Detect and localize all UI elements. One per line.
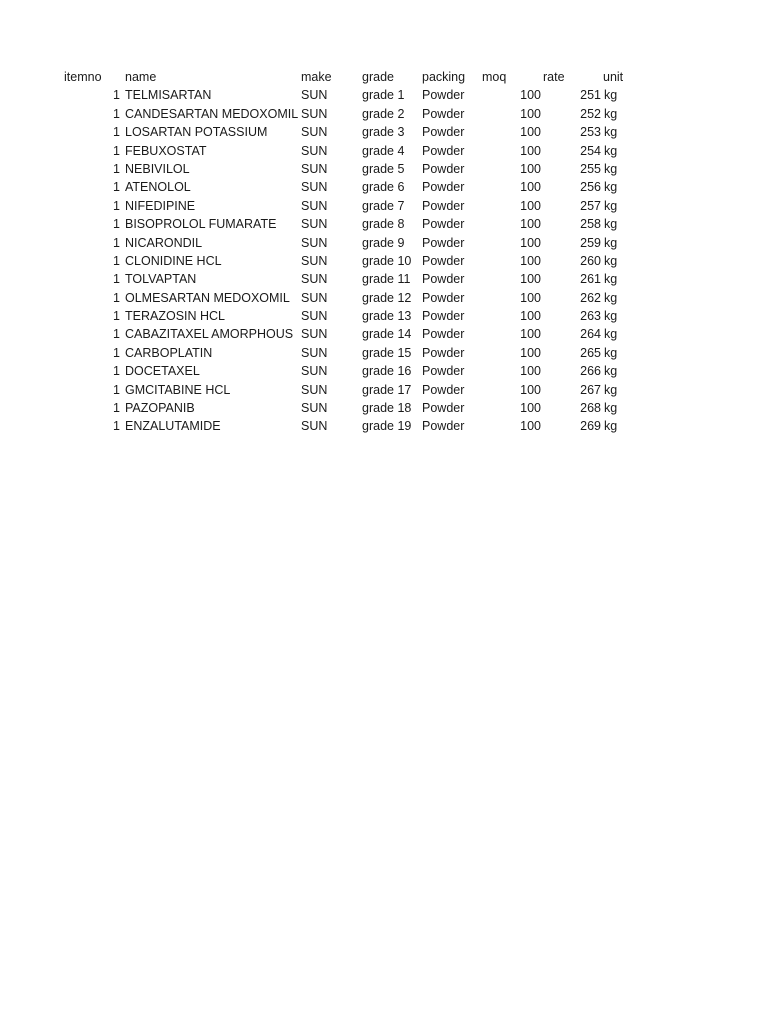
cell-packing: Powder <box>422 401 465 416</box>
cell-grade: grade 11 <box>362 272 411 287</box>
cell-moq: 100 <box>520 253 541 268</box>
cell-name: CABAZITAXEL AMORPHOUS <box>125 327 294 342</box>
cell-rate: 259 <box>580 235 601 250</box>
cell-itemno: 1 <box>113 290 120 305</box>
cell-unit: kg <box>604 106 618 121</box>
cell-packing: Powder <box>422 272 465 287</box>
cell-name: TELMISARTAN <box>125 88 212 103</box>
cell-packing: Powder <box>422 125 465 140</box>
table-row <box>0 86 768 104</box>
cell-itemno: 1 <box>113 143 120 158</box>
cell-packing: Powder <box>422 217 465 232</box>
cell-rate: 253 <box>580 125 601 140</box>
cell-grade: grade 15 <box>362 345 412 360</box>
table-row <box>0 197 768 215</box>
table-row <box>0 123 768 141</box>
cell-make: SUN <box>301 345 328 360</box>
cell-make: SUN <box>301 309 328 324</box>
cell-packing: Powder <box>422 364 465 379</box>
cell-moq: 100 <box>520 364 541 379</box>
cell-packing: Powder <box>422 327 465 342</box>
cell-packing: Powder <box>422 419 465 434</box>
cell-rate: 265 <box>580 345 601 360</box>
cell-make: SUN <box>301 125 328 140</box>
cell-moq: 100 <box>520 382 541 397</box>
table-row <box>0 417 768 435</box>
cell-itemno: 1 <box>113 180 120 195</box>
cell-itemno: 1 <box>113 253 120 268</box>
cell-moq: 100 <box>520 180 541 195</box>
cell-itemno: 1 <box>113 345 120 360</box>
cell-make: SUN <box>301 401 328 416</box>
table-row <box>0 105 768 123</box>
cell-make: SUN <box>301 180 328 195</box>
cell-itemno: 1 <box>113 125 120 140</box>
cell-rate: 260 <box>580 253 601 268</box>
table-row <box>0 325 768 343</box>
cell-moq: 100 <box>520 419 541 434</box>
cell-grade: grade 17 <box>362 382 412 397</box>
cell-unit: kg <box>604 88 618 103</box>
cell-rate: 269 <box>580 419 601 434</box>
cell-grade: grade 19 <box>362 419 412 434</box>
cell-rate: 258 <box>580 217 601 232</box>
cell-itemno: 1 <box>113 161 120 176</box>
cell-grade: grade 13 <box>362 309 412 324</box>
cell-name: NIFEDIPINE <box>125 198 196 213</box>
cell-unit: kg <box>604 382 618 397</box>
cell-packing: Powder <box>422 88 465 103</box>
cell-packing: Powder <box>422 235 465 250</box>
cell-name: FEBUXOSTAT <box>125 143 207 158</box>
cell-rate: 267 <box>580 382 601 397</box>
cell-make: SUN <box>301 419 328 434</box>
cell-itemno: 1 <box>113 401 120 416</box>
cell-unit: kg <box>604 345 618 360</box>
cell-make: SUN <box>301 88 328 103</box>
cell-unit: kg <box>604 309 618 324</box>
header-name: name <box>125 70 157 84</box>
cell-moq: 100 <box>520 272 541 287</box>
cell-packing: Powder <box>422 382 465 397</box>
header-packing: packing <box>422 70 466 84</box>
cell-unit: kg <box>604 180 618 195</box>
cell-grade: grade 6 <box>362 180 405 195</box>
cell-unit: kg <box>604 253 618 268</box>
cell-unit: kg <box>604 290 618 305</box>
cell-name: PAZOPANIB <box>125 401 195 416</box>
cell-moq: 100 <box>520 309 541 324</box>
cell-itemno: 1 <box>113 106 120 121</box>
cell-packing: Powder <box>422 161 465 176</box>
cell-rate: 255 <box>580 161 601 176</box>
cell-moq: 100 <box>520 198 541 213</box>
cell-grade: grade 12 <box>362 290 412 305</box>
cell-make: SUN <box>301 382 328 397</box>
cell-grade: grade 16 <box>362 364 412 379</box>
cell-unit: kg <box>604 125 618 140</box>
cell-grade: grade 9 <box>362 235 405 250</box>
header-unit: unit <box>603 70 624 84</box>
cell-rate: 261 <box>580 272 601 287</box>
cell-rate: 262 <box>580 290 601 305</box>
cell-moq: 100 <box>520 88 541 103</box>
cell-itemno: 1 <box>113 382 120 397</box>
table-row <box>0 252 768 270</box>
cell-make: SUN <box>301 364 328 379</box>
header-make: make <box>301 70 332 84</box>
cell-unit: kg <box>604 419 618 434</box>
table-row <box>0 160 768 178</box>
cell-make: SUN <box>301 272 328 287</box>
cell-name: CLONIDINE HCL <box>125 253 222 268</box>
cell-rate: 264 <box>580 327 601 342</box>
cell-rate: 257 <box>580 198 601 213</box>
table-row <box>0 344 768 362</box>
cell-grade: grade 5 <box>362 161 405 176</box>
cell-packing: Powder <box>422 198 465 213</box>
cell-grade: grade 10 <box>362 253 412 268</box>
cell-grade: grade 8 <box>362 217 405 232</box>
cell-rate: 266 <box>580 364 601 379</box>
table-row <box>0 234 768 252</box>
table-row <box>0 215 768 233</box>
cell-itemno: 1 <box>113 419 120 434</box>
cell-grade: grade 2 <box>362 106 405 121</box>
cell-make: SUN <box>301 290 328 305</box>
cell-name: NICARONDIL <box>125 235 203 250</box>
cell-make: SUN <box>301 253 328 268</box>
table-body <box>0 86 768 435</box>
cell-name: BISOPROLOL FUMARATE <box>125 217 277 232</box>
cell-rate: 256 <box>580 180 601 195</box>
cell-rate: 254 <box>580 143 601 158</box>
cell-unit: kg <box>604 272 618 287</box>
cell-grade: grade 14 <box>362 327 412 342</box>
cell-unit: kg <box>604 143 618 158</box>
cell-unit: kg <box>604 401 618 416</box>
cell-moq: 100 <box>520 106 541 121</box>
cell-grade: grade 4 <box>362 143 405 158</box>
cell-grade: grade 1 <box>362 88 405 103</box>
cell-make: SUN <box>301 106 328 121</box>
cell-name: CARBOPLATIN <box>125 345 213 360</box>
cell-unit: kg <box>604 198 618 213</box>
table-row <box>0 142 768 160</box>
cell-grade: grade 18 <box>362 401 412 416</box>
cell-grade: grade 7 <box>362 198 405 213</box>
cell-name: GMCITABINE HCL <box>125 382 231 397</box>
cell-itemno: 1 <box>113 88 120 103</box>
cell-make: SUN <box>301 198 328 213</box>
cell-name: LOSARTAN POTASSIUM <box>125 125 268 140</box>
cell-name: DOCETAXEL <box>125 364 200 379</box>
cell-packing: Powder <box>422 106 465 121</box>
cell-moq: 100 <box>520 345 541 360</box>
cell-unit: kg <box>604 235 618 250</box>
header-row <box>0 68 768 86</box>
cell-rate: 268 <box>580 401 601 416</box>
table-row <box>0 178 768 196</box>
cell-name: TOLVAPTAN <box>125 272 197 287</box>
cell-unit: kg <box>604 327 618 342</box>
cell-unit: kg <box>604 364 618 379</box>
cell-make: SUN <box>301 217 328 232</box>
cell-name: CANDESARTAN MEDOXOMIL <box>125 106 299 121</box>
cell-itemno: 1 <box>113 364 120 379</box>
table-row <box>0 307 768 325</box>
cell-rate: 263 <box>580 309 601 324</box>
cell-itemno: 1 <box>113 235 120 250</box>
cell-packing: Powder <box>422 290 465 305</box>
table-row <box>0 289 768 307</box>
cell-packing: Powder <box>422 253 465 268</box>
cell-rate: 251 <box>580 88 601 103</box>
cell-packing: Powder <box>422 143 465 158</box>
cell-unit: kg <box>604 217 618 232</box>
cell-moq: 100 <box>520 290 541 305</box>
cell-moq: 100 <box>520 401 541 416</box>
cell-packing: Powder <box>422 180 465 195</box>
cell-make: SUN <box>301 235 328 250</box>
cell-itemno: 1 <box>113 327 120 342</box>
table-row <box>0 399 768 417</box>
spreadsheet-table <box>0 68 768 436</box>
cell-moq: 100 <box>520 327 541 342</box>
cell-name: ENZALUTAMIDE <box>125 419 221 434</box>
table-row <box>0 362 768 380</box>
cell-moq: 100 <box>520 161 541 176</box>
cell-make: SUN <box>301 143 328 158</box>
cell-moq: 100 <box>520 143 541 158</box>
cell-name: NEBIVILOL <box>125 161 190 176</box>
cell-itemno: 1 <box>113 272 120 287</box>
cell-grade: grade 3 <box>362 125 405 140</box>
table-row <box>0 381 768 399</box>
cell-moq: 100 <box>520 217 541 232</box>
header-moq: moq <box>482 70 507 84</box>
cell-name: ATENOLOL <box>125 180 191 195</box>
header-rate: rate <box>543 70 565 84</box>
cell-packing: Powder <box>422 309 465 324</box>
cell-moq: 100 <box>520 235 541 250</box>
table-row <box>0 270 768 288</box>
cell-moq: 100 <box>520 125 541 140</box>
cell-packing: Powder <box>422 345 465 360</box>
header-itemno: itemno <box>64 70 102 84</box>
cell-unit: kg <box>604 161 618 176</box>
header-grade: grade <box>362 70 394 84</box>
cell-itemno: 1 <box>113 309 120 324</box>
cell-itemno: 1 <box>113 198 120 213</box>
cell-rate: 252 <box>580 106 601 121</box>
cell-name: TERAZOSIN HCL <box>125 309 226 324</box>
cell-itemno: 1 <box>113 217 120 232</box>
cell-name: OLMESARTAN MEDOXOMIL <box>125 290 290 305</box>
cell-make: SUN <box>301 161 328 176</box>
cell-make: SUN <box>301 327 328 342</box>
